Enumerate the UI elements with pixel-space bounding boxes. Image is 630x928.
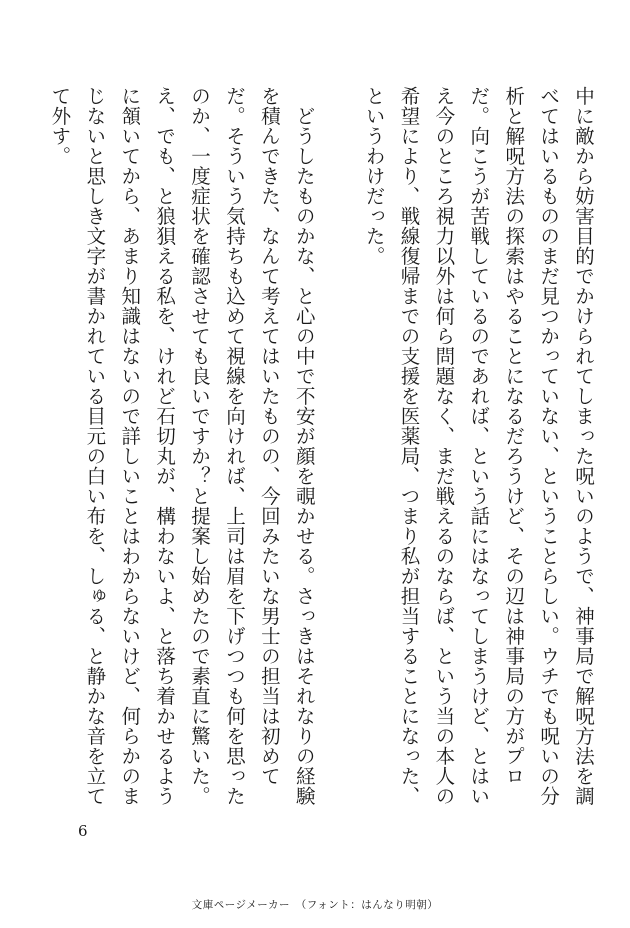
paragraph-spacer bbox=[321, 86, 356, 806]
paragraph-1: 中に敵から妨害目的でかけられてしまった呪いのようで、神事局で解呪方法を調べてはいるもののまだ見つかっていない、ということらしい。ウチでも呪いの分析と解呪方法の探索はやることになるだろうけど、その辺は神事局の方がプロだ。向こうが苦戦しているのであれば、という話にはなってしまうけど、とはいえ今のところ視力以外は何ら問題なく、まだ戦えるのならば、という当の本人の希望により、戦線復帰までの支援を医薬局、つまり私が担当することになった、というわけだった。 bbox=[362, 86, 595, 806]
page-number: 6 bbox=[78, 822, 88, 840]
vertical-text-body bbox=[42, 86, 600, 806]
footer-credit: 文庫ページメーカー （フォント：はんなり明朝） bbox=[191, 899, 439, 911]
paragraph-2: どうしたものかな、と心の中で不安が顔を覗かせる。さっきはそれなりの経験を積んできた、なんて考えてはいたものの、今回みたいな男士の担当は初めてだ。そういう気持ちも込めて視線を向ければ、上司は眉を下げつつも何を思ったのか、一度症状を確認させても良いですか？と提案し始めたので素直に驚いた。え、でも、と狼狽える私を、けれど石切丸が、構わないよ、と落ち着かせるように頷いてから、あまり知識はないので詳しいことはわからないけど、何らかのまじないと思しき文字が書かれている目元の白い布を、しゅる、と静かな音を立てて外す。 bbox=[48, 86, 316, 806]
